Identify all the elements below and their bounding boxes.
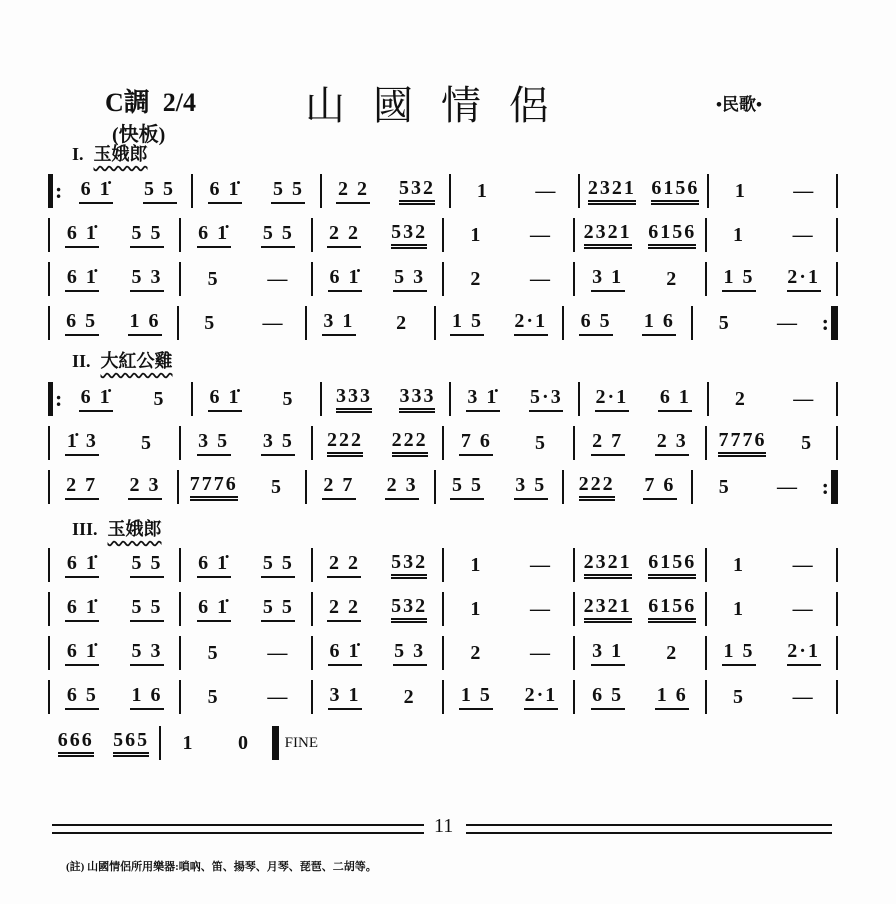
note-beat: 1 [732,223,745,246]
section-number: II. [72,351,91,371]
measure [575,684,704,710]
fine-marking: FINE [284,734,318,751]
note-beat: 1 5 [459,684,493,710]
note-beat: 1 6 [130,684,164,710]
note-beat: — [529,267,552,290]
note-beat: 2·1 [595,386,629,412]
measure [709,180,836,203]
note-beat: — [792,597,815,620]
section-tune-name: 玉娥郎 [93,144,148,164]
measure [64,178,191,204]
measure [64,386,191,412]
note-beat: 2 [734,387,747,410]
note-beat: 5 5 [143,178,177,204]
measure [575,221,704,249]
note-beat: 5 5 [271,178,305,204]
note-beat: 1 5 [450,310,484,336]
note-beat: 0 [237,731,250,754]
repeat-start-dots: : [55,386,63,411]
note-beat: — [793,179,816,202]
note-beat: 6 1̇ [65,552,99,578]
note-beat: 5 3 [393,640,427,666]
score-row [48,592,838,626]
genre-label: •民歌• [716,95,762,114]
note-beat: 2321 [584,221,632,249]
repeat-start-dots: : [55,178,63,203]
measure [181,268,310,291]
note-beat: 6 1̇ [328,640,362,666]
barline-thick [833,470,838,504]
measure [181,596,310,622]
section-label [72,140,148,166]
measure [161,732,272,755]
measure [313,640,442,666]
measure [50,430,179,456]
measure [50,640,179,666]
key-signature: C調 [105,88,150,117]
note-beat: 333 [336,385,372,413]
note-beat: 6 1̇ [197,552,231,578]
note-beat: 5 5 [450,474,484,500]
note-beat: 2·1 [787,640,821,666]
note-beat: 1 6 [642,310,676,336]
measure [580,386,707,412]
rule-left [52,824,424,834]
note-beat: 2 [666,267,679,290]
note-beat: 1 5 [722,266,756,292]
note-beat: 1 [470,597,483,620]
measure [50,222,179,248]
note-beat: 6 1̇ [65,596,99,622]
note-beat: 6 1̇ [197,222,231,248]
note-beat: 5 [207,267,220,290]
measure [444,430,573,456]
note-beat: 1 [182,731,195,754]
measure [181,430,310,456]
measure [50,552,179,578]
note-beat: 7776 [718,429,766,457]
measure [693,476,820,499]
note-beat: 3 5 [197,430,231,456]
note-beat: 5 [732,685,745,708]
note-beat: 3 1 [322,310,356,336]
note-beat: — [776,475,799,498]
measure [451,386,578,412]
note-beat: 222 [327,429,363,457]
measure [50,684,179,710]
note-beat: — [776,311,799,334]
note-beat: 3 1 [328,684,362,710]
note-beat: 2 7 [322,474,356,500]
score-row [48,680,838,714]
note-beat: 6156 [648,595,696,623]
note-beat: 2 [470,267,483,290]
note-beat: 5 5 [130,552,164,578]
measure [307,310,434,336]
page-number: 11 [434,815,454,837]
barline-thick [274,726,279,760]
section-tune-name: 大紅公雞 [100,351,173,371]
barline [836,680,838,714]
note-beat: 6156 [648,551,696,579]
note-beat: 532 [391,595,427,623]
note-beat: 1 [470,223,483,246]
barline-thick [48,382,53,416]
note-beat: 5 3 [130,640,164,666]
measure [709,388,836,411]
note-beat: 2 3 [128,474,162,500]
score-row [48,636,838,670]
note-beat: 1 6 [655,684,689,710]
measure [50,596,179,622]
measure [313,221,442,249]
barline [836,548,838,582]
key-and-time [105,82,196,119]
note-beat: 2 7 [65,474,99,500]
note-beat: 1 [732,597,745,620]
note-beat: 1 5 [722,640,756,666]
measure [193,386,320,412]
measure [48,729,159,757]
measure [707,640,836,666]
note-beat: 2 [403,685,416,708]
note-beat: 6 5 [579,310,613,336]
measure [436,310,563,336]
measure [707,429,836,457]
measure [313,595,442,623]
barline [836,426,838,460]
note-beat: 2 7 [591,430,625,456]
measure [707,224,836,247]
measure [50,266,179,292]
note-beat: 6 1̇ [65,640,99,666]
measure [313,684,442,710]
measure [313,551,442,579]
note-beat: 6156 [648,221,696,249]
measure [181,686,310,709]
note-beat: 2 [396,311,409,334]
barline [836,636,838,670]
note-beat: 1 [732,553,745,576]
note-beat: 333 [399,385,435,413]
note-beat: 6 1̇ [79,386,113,412]
note-beat: 6 1̇ [208,386,242,412]
note-beat: 6156 [651,177,699,205]
note-beat: 5 5 [130,222,164,248]
measure [707,266,836,292]
note-beat: 2321 [588,177,636,205]
note-beat: 7 6 [459,430,493,456]
note-beat: 6 1̇ [65,222,99,248]
measure [575,430,704,456]
rule-right [466,824,832,834]
note-beat: 6 1 [658,386,692,412]
barline-thick [833,306,838,340]
score-row [48,262,838,296]
measure [444,642,573,665]
score-row [48,470,838,504]
measure [307,474,434,500]
measure [580,177,707,205]
note-beat: — [792,685,815,708]
measure [50,474,177,500]
score-row [48,548,838,582]
note-beat: 2 [666,641,679,664]
repeat-end-dots: : [821,310,829,335]
note-beat: 5 5 [261,552,295,578]
note-beat: — [529,223,552,246]
note-beat: 6 5 [65,310,99,336]
note-beat: 222 [392,429,428,457]
note-beat: 3 1 [591,640,625,666]
note-beat: 1 6 [128,310,162,336]
measure [313,429,442,457]
measure [436,474,563,500]
barline-thick [48,174,53,208]
measure [322,177,449,205]
barline [836,262,838,296]
measure [181,642,310,665]
barline [836,592,838,626]
note-beat: 565 [113,729,149,757]
note-beat: — [262,311,285,334]
note-beat: 532 [391,551,427,579]
note-beat: 2 2 [327,552,361,578]
note-beat: 5·3 [529,386,563,412]
measure [179,473,306,501]
note-beat: 2·1 [514,310,548,336]
measure [444,684,573,710]
note-beat: 1 [476,179,489,202]
measure [575,595,704,623]
note-beat: 6 1̇ [208,178,242,204]
note-beat: 2 2 [327,596,361,622]
note-beat: 2·1 [787,266,821,292]
note-beat: 5 3 [393,266,427,292]
note-beat: 1̇ 3 [65,430,99,456]
note-beat: 2321 [584,551,632,579]
note-beat: 5 3 [130,266,164,292]
note-beat: — [792,553,815,576]
note-beat: 532 [391,221,427,249]
measure [179,312,306,335]
note-beat: 3 5 [261,430,295,456]
note-beat: 6 5 [65,684,99,710]
note-beat: — [267,641,290,664]
note-beat: 7776 [190,473,238,501]
measure [444,268,573,291]
note-beat: 666 [58,729,94,757]
note-beat: 532 [399,177,435,205]
note-beat: — [529,641,552,664]
score-row [48,306,838,340]
measure [564,310,691,336]
note-beat: 5 [718,475,731,498]
measure [313,266,442,292]
measure [707,598,836,621]
note-beat: — [792,223,815,246]
score-row [48,382,838,416]
measure [451,180,578,203]
note-beat: 6 1̇ [197,596,231,622]
note-beat: 6 5 [591,684,625,710]
note-beat: 3 5 [514,474,548,500]
note-beat: 5 [271,475,284,498]
note-beat: 5 [718,311,731,334]
song-title: 山國情侶 [305,83,577,128]
score-row [48,218,838,252]
note-beat: — [793,387,816,410]
footnote: (註) 山國情侶所用樂器:嗩吶、笛、揚琴、月琴、琵琶、二胡等。 [66,861,377,873]
note-beat: 6 1̇ [65,266,99,292]
measure [444,598,573,621]
note-beat: 2·1 [524,684,558,710]
barline [836,174,838,208]
note-beat: 2321 [584,595,632,623]
note-beat: 6 1̇ [79,178,113,204]
barline [836,382,838,416]
measure [50,310,177,336]
measure [575,266,704,292]
note-beat: 5 [204,311,217,334]
note-beat: — [267,267,290,290]
note-beat: 2 2 [336,178,370,204]
section-label [72,515,162,541]
note-beat: 5 [534,431,547,454]
note-beat: 3 1̇ [466,386,500,412]
note-beat: — [529,553,552,576]
note-beat: 5 5 [130,596,164,622]
measure [693,312,820,335]
measure [707,686,836,709]
measure [181,222,310,248]
note-beat: 2 2 [327,222,361,248]
note-beat: 1 [470,553,483,576]
measure [322,385,449,413]
note-beat: 1 [734,179,747,202]
measure [193,178,320,204]
note-beat: 7 6 [643,474,677,500]
score-row [48,174,838,208]
note-beat: — [529,597,552,620]
section-label [72,347,173,373]
note-beat: 222 [579,473,615,501]
note-beat: 5 [282,387,295,410]
score-row [48,726,318,760]
section-number: III. [72,519,98,539]
measure [564,473,691,501]
note-beat: 6 1̇ [328,266,362,292]
section-tune-name: 玉娥郎 [107,519,162,539]
note-beat: 2 3 [655,430,689,456]
measure [575,640,704,666]
note-beat: 2 3 [385,474,419,500]
measure [181,552,310,578]
note-beat: 5 [207,685,220,708]
note-beat: 5 [153,387,166,410]
repeat-end-dots: : [821,474,829,499]
note-beat: 3 1 [591,266,625,292]
score-row [48,426,838,460]
measure [707,554,836,577]
note-beat: — [535,179,558,202]
measure [444,554,573,577]
time-signature: 2/4 [162,88,197,117]
note-beat: 5 [801,431,814,454]
barline [836,218,838,252]
note-beat: — [267,685,290,708]
measure [575,551,704,579]
tempo-marking: (快板) [112,124,166,146]
note-beat: 5 5 [261,596,295,622]
note-beat: 5 5 [261,222,295,248]
note-beat: 5 [140,431,153,454]
note-beat: 5 [207,641,220,664]
measure [444,224,573,247]
section-number: I. [72,144,84,164]
note-beat: 2 [470,641,483,664]
